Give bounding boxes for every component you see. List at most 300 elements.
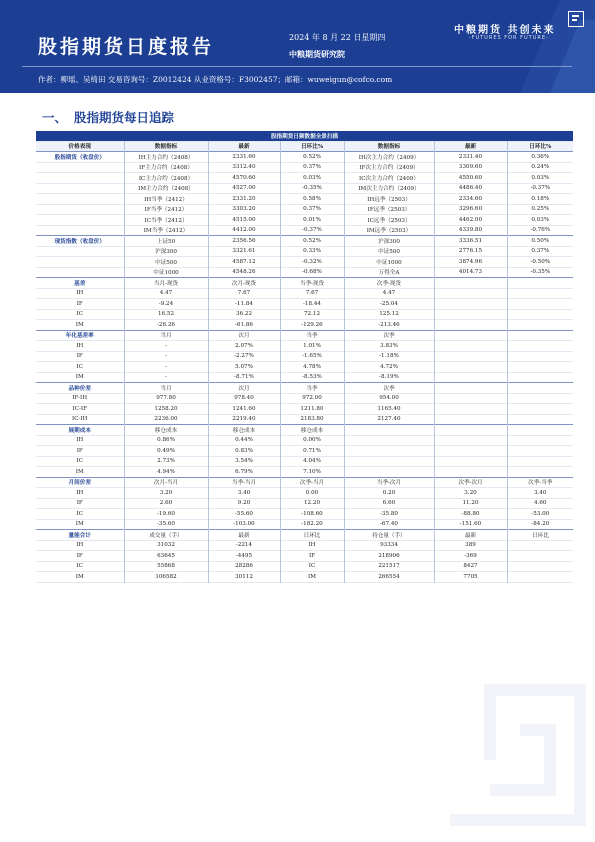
brand-slogan: ·FUTURES FOR FUTURE· <box>469 35 549 41</box>
table-title-row <box>36 131 573 141</box>
table-cell: IH <box>36 540 124 551</box>
table-cell: 9.20 <box>208 498 280 509</box>
table-cell: -26.26 <box>124 320 208 331</box>
table-cell: 中证1000 <box>344 257 434 268</box>
table-cell: 4.60 <box>534 500 547 507</box>
table-cell <box>434 351 507 362</box>
section-column-header: 次月-当月 <box>124 477 208 488</box>
table-cell: -11.84 <box>208 299 280 310</box>
table-row <box>36 446 573 457</box>
table-cell <box>434 278 507 289</box>
table-cell: IF <box>36 351 124 362</box>
table-cell: -1.65% <box>280 351 344 362</box>
table-cell: 0.25% <box>531 206 550 213</box>
table-cell: 2331.60 <box>208 152 280 163</box>
table-cell: 3.54% <box>208 456 280 467</box>
table-cell <box>36 225 124 236</box>
section-label: 年化基差率 <box>36 330 124 341</box>
table-cell: 0.00 <box>280 488 344 499</box>
table-cell: IH <box>280 540 344 551</box>
table-cell <box>434 288 507 299</box>
table-cell: 954.00 <box>344 393 434 404</box>
table-row <box>36 267 573 278</box>
section-column-header: 次月 <box>208 330 280 341</box>
table-cell <box>507 456 573 467</box>
table-cell: 93334 <box>344 540 434 551</box>
table-cell <box>36 162 124 173</box>
table-cell: 3.40 <box>534 489 547 496</box>
table-cell: 63645 <box>124 551 208 562</box>
table-cell <box>344 425 434 436</box>
table-cell: 2.07% <box>208 341 280 352</box>
column-header: 日环比% <box>280 141 344 152</box>
table-cell: 7705 <box>434 572 507 583</box>
report-header <box>0 0 595 93</box>
table-cell: IF <box>36 299 124 310</box>
table-cell: IF次主力合约（2409） <box>344 162 434 173</box>
table-cell: 0.03% <box>531 216 550 223</box>
table-cell: IC <box>36 456 124 467</box>
futures-data-table <box>36 131 573 583</box>
section-column-header: 次月-现货 <box>208 278 280 289</box>
table-cell <box>434 425 507 436</box>
table-cell: IH <box>36 341 124 352</box>
table-row <box>36 362 573 373</box>
row-group-label: 股指期货（收盘价） <box>36 152 124 163</box>
section-column-header: 次季-当月 <box>280 477 344 488</box>
table-cell: 3.20 <box>124 488 208 499</box>
table-cell: -0.76% <box>530 227 551 234</box>
table-cell <box>36 183 124 194</box>
table-cell <box>434 362 507 373</box>
table-row <box>36 320 573 331</box>
table-cell: 沪深300 <box>124 246 208 257</box>
table-cell: 72.12 <box>280 309 344 320</box>
section-label: 品种价差 <box>36 383 124 394</box>
table-cell: -129.26 <box>280 320 344 331</box>
table-row <box>36 498 573 509</box>
table-cell: IC次主力合约（2409） <box>344 173 434 184</box>
table-cell: IC-IF <box>36 404 124 415</box>
table-cell: 0.37% <box>531 248 550 255</box>
section-title: 股指期货每日追踪 <box>74 110 175 125</box>
table-cell <box>507 309 573 320</box>
table-cell: 3.20 <box>434 488 507 499</box>
table-cell: 2356.56 <box>208 236 280 247</box>
table-cell <box>507 288 573 299</box>
table-cell <box>434 446 507 457</box>
table-cell: IC <box>36 362 124 373</box>
table-cell <box>507 446 573 457</box>
table-cell: 1.01% <box>280 341 344 352</box>
author-info: 作者：柳瑶、吴绮田 交易咨询号：Z0012424 从业资格号：F3002457；邮箱：wuweigun@cofco.com <box>38 75 393 84</box>
table-cell: IM次主力合约（2409） <box>344 183 434 194</box>
table-cell <box>507 561 573 572</box>
table-cell: 0.03% <box>280 173 344 184</box>
table-cell: -8.53% <box>280 372 344 383</box>
section-column-header: 当月 <box>124 383 208 394</box>
table-row <box>36 162 573 173</box>
table-cell <box>507 435 573 446</box>
table-cell: -213.46 <box>344 320 434 331</box>
column-header: 数据指标 <box>124 141 208 152</box>
table-cell <box>344 467 434 478</box>
section-column-header: 当季 <box>280 383 344 394</box>
table-row <box>36 561 573 572</box>
table-cell: IC当季（2412） <box>124 215 208 226</box>
table-cell: 0.03% <box>531 174 550 181</box>
table-cell: 978.40 <box>208 393 280 404</box>
table-cell: 389 <box>434 540 507 551</box>
table-cell <box>507 299 573 310</box>
table-cell: -0.37% <box>280 225 344 236</box>
section-column-header: 次季-现货 <box>344 278 434 289</box>
table-cell: 2331.20 <box>208 194 280 205</box>
table-row <box>36 393 573 404</box>
table-cell: 0.52% <box>280 236 344 247</box>
section-label: 基差 <box>36 278 124 289</box>
column-header: 价格表现 <box>36 141 124 152</box>
table-cell <box>507 425 573 436</box>
table-cell: 4339.80 <box>434 225 507 236</box>
table-cell <box>434 330 507 341</box>
table-cell: 0.18% <box>531 195 550 202</box>
table-cell: -19.60 <box>124 509 208 520</box>
table-cell: 4548.26 <box>208 267 280 278</box>
table-cell: 中证1000 <box>124 267 208 278</box>
table-cell: 0.00% <box>280 435 344 446</box>
brand-logo-icon <box>568 11 584 27</box>
brand-logo-text: 中粮期货 共创未来 <box>454 25 556 36</box>
table-cell: IH次主力合约（2409） <box>344 152 434 163</box>
table-cell: IH主力合约（2408） <box>124 152 208 163</box>
table-cell: 30112 <box>208 572 280 583</box>
section-column-header: 次季-次月 <box>434 477 507 488</box>
table-cell <box>507 341 573 352</box>
table-cell: 4412.00 <box>208 225 280 236</box>
section-column-header: 当季-现货 <box>280 278 344 289</box>
table-cell <box>434 456 507 467</box>
table-cell: 0.37% <box>280 162 344 173</box>
column-header: 日环比% <box>507 141 573 152</box>
table-cell: IH <box>36 435 124 446</box>
table-row <box>36 225 573 236</box>
table-cell: 0.24% <box>531 164 550 171</box>
table-cell: -108.60 <box>280 509 344 520</box>
table-cell: 0.49% <box>124 446 208 457</box>
table-cell: 0.71% <box>280 446 344 457</box>
table-cell: -25.04 <box>344 299 434 310</box>
table-cell: 2334.60 <box>434 194 507 205</box>
table-cell: 上证50 <box>124 236 208 247</box>
table-cell: IC <box>36 509 124 520</box>
table-cell: 16.52 <box>124 309 208 320</box>
section-column-header: 最新 <box>208 530 280 541</box>
table-cell: 4515.00 <box>208 215 280 226</box>
table-cell: -2.27% <box>208 351 280 362</box>
table-cell: 7.67 <box>280 288 344 299</box>
table-cell: -9.24 <box>124 299 208 310</box>
table-cell: - <box>124 351 208 362</box>
table-cell: IF主力合约（2408） <box>124 162 208 173</box>
table-cell: 3321.61 <box>208 246 280 257</box>
table-cell: 4.04% <box>280 456 344 467</box>
table-cell: 0.52% <box>280 152 344 163</box>
section-column-header: 当月-现货 <box>124 278 208 289</box>
table-cell: 4587.12 <box>208 257 280 268</box>
section-header-row <box>36 425 573 436</box>
table-cell: 31032 <box>124 540 208 551</box>
table-cell: 0.37% <box>280 204 344 215</box>
table-cell: 12.20 <box>280 498 344 509</box>
table-cell: IF <box>36 498 124 509</box>
table-cell: 3303.20 <box>208 204 280 215</box>
section-label: 展期成本 <box>36 425 124 436</box>
table-cell: 0.33% <box>280 246 344 257</box>
table-cell: 8427 <box>434 561 507 572</box>
section-heading <box>42 108 174 126</box>
column-header: 最新 <box>434 141 507 152</box>
table-cell: 28286 <box>208 561 280 572</box>
table-cell: 977.80 <box>124 393 208 404</box>
table-row <box>36 288 573 299</box>
column-header: 最新 <box>208 141 280 152</box>
table-cell: -103.00 <box>208 519 280 530</box>
table-cell: 3.40 <box>208 488 280 499</box>
table-cell <box>344 446 434 457</box>
table-cell: IM <box>280 572 344 583</box>
table-row <box>36 351 573 362</box>
table-cell: 4570.60 <box>208 173 280 184</box>
table-cell <box>434 393 507 404</box>
report-date: 2024 年 8 月 22 日星期四 <box>289 33 386 42</box>
table-cell: 4486.40 <box>434 183 507 194</box>
table-cell <box>507 320 573 331</box>
row-group-label: 现货指数（收盘价） <box>36 236 124 247</box>
table-header-row <box>36 141 573 152</box>
table-cell: -182.20 <box>280 519 344 530</box>
table-cell: -18.44 <box>280 299 344 310</box>
section-column-header: 日环比 <box>507 530 573 541</box>
table-cell: IF-IH <box>36 393 124 404</box>
table-cell: -1.18% <box>344 351 434 362</box>
table-row <box>36 467 573 478</box>
table-cell: -0.32% <box>280 257 344 268</box>
table-cell: IF当季（2412） <box>124 204 208 215</box>
table-cell: 万得全A <box>344 267 434 278</box>
section-column-header: 日环比 <box>280 530 344 541</box>
table-cell: IH <box>36 488 124 499</box>
table-cell: -61.86 <box>208 320 280 331</box>
section-column-header: 移仓成本 <box>124 425 208 436</box>
table-cell: 3312.40 <box>208 162 280 173</box>
table-cell: 6.79% <box>208 467 280 478</box>
section-column-header: 持仓量（手） <box>344 530 434 541</box>
table-cell: - <box>124 341 208 352</box>
table-cell: IM <box>36 467 124 478</box>
table-row <box>36 540 573 551</box>
table-cell: 中证500 <box>124 257 208 268</box>
table-cell: 4.94% <box>124 467 208 478</box>
section-column-header: 次月 <box>208 383 280 394</box>
table-cell: 11.20 <box>434 498 507 509</box>
table-cell: -0.35% <box>280 183 344 194</box>
table-row <box>36 404 573 415</box>
table-row <box>36 456 573 467</box>
table-cell: 106582 <box>124 572 208 583</box>
table-cell: IM当季（2412） <box>124 225 208 236</box>
table-cell: 3874.96 <box>434 257 507 268</box>
report-title: 股指期货日度报告 <box>38 36 215 58</box>
table-row <box>36 194 573 205</box>
table-cell: 3296.60 <box>434 204 507 215</box>
table-cell: 4.47 <box>344 288 434 299</box>
table-cell: IC主力合约（2408） <box>124 173 208 184</box>
table-title: 股指期货日频数据全景扫描 <box>36 131 573 141</box>
section-column-header: 移仓成本 <box>208 425 280 436</box>
table-cell: 沪深300 <box>344 236 434 247</box>
table-cell: IC <box>280 561 344 572</box>
table-cell <box>507 467 573 478</box>
table-cell <box>507 330 573 341</box>
table-cell: IM <box>36 519 124 530</box>
table-cell: IC-IH <box>36 414 124 425</box>
table-cell: -67.40 <box>344 519 434 530</box>
table-cell <box>434 467 507 478</box>
table-row <box>36 204 573 215</box>
table-row <box>36 215 573 226</box>
table-cell: IM远季（2503） <box>344 225 434 236</box>
table-cell: IM <box>36 320 124 331</box>
section-column-header: 次季 <box>344 383 434 394</box>
table-cell: IF <box>36 446 124 457</box>
table-cell: -88.80 <box>434 509 507 520</box>
table-cell: -0.68% <box>280 267 344 278</box>
table-cell: 4.72% <box>344 362 434 373</box>
table-cell: 3.83% <box>344 341 434 352</box>
section-column-header: 移仓成本 <box>280 425 344 436</box>
table-cell: 221517 <box>344 561 434 572</box>
table-cell <box>507 414 573 425</box>
section-column-header: 最新 <box>434 530 507 541</box>
table-cell: 4014.73 <box>434 267 507 278</box>
table-cell <box>434 341 507 352</box>
table-cell: 7.10% <box>280 467 344 478</box>
table-cell <box>434 435 507 446</box>
table-cell: 0.86% <box>124 435 208 446</box>
table-row <box>36 236 573 247</box>
table-cell <box>36 267 124 278</box>
table-row <box>36 519 573 530</box>
table-cell: 0.50% <box>507 236 573 247</box>
section-header-row <box>36 477 573 488</box>
table-cell <box>434 299 507 310</box>
table-cell <box>434 383 507 394</box>
table-cell: -369 <box>434 551 507 562</box>
table-cell: 2236.00 <box>124 414 208 425</box>
table-cell: - <box>124 362 208 373</box>
table-cell: IF <box>36 551 124 562</box>
table-cell <box>507 551 573 562</box>
section-header-row <box>36 383 573 394</box>
table-cell: 1241.60 <box>208 404 280 415</box>
table-cell: 3309.60 <box>434 162 507 173</box>
table-row <box>36 246 573 257</box>
section-column-header: 当季-当月 <box>208 477 280 488</box>
table-cell: IC远季（2503） <box>344 215 434 226</box>
table-cell: IC <box>36 561 124 572</box>
table-cell <box>434 414 507 425</box>
table-cell: IH <box>36 288 124 299</box>
table-cell: -0.37% <box>530 185 551 192</box>
table-cell <box>36 215 124 226</box>
table-cell: IH远季（2503） <box>344 194 434 205</box>
table-cell <box>507 278 573 289</box>
table-row <box>36 183 573 194</box>
table-cell: 4.47 <box>124 288 208 299</box>
table-row <box>36 435 573 446</box>
table-cell: 4.78% <box>280 362 344 373</box>
table-cell: 2219.40 <box>208 414 280 425</box>
table-cell: 2.60 <box>124 498 208 509</box>
table-cell: 55868 <box>124 561 208 572</box>
table-cell <box>434 320 507 331</box>
table-cell: -8.71% <box>208 372 280 383</box>
table-cell <box>507 383 573 394</box>
table-cell: IM <box>36 372 124 383</box>
table-cell: IH当季（2412） <box>124 194 208 205</box>
section-column-header: 次季-当季 <box>507 477 573 488</box>
table-cell <box>434 404 507 415</box>
page-decoration <box>430 620 595 842</box>
table-cell: 2.73% <box>124 456 208 467</box>
table-cell: 2127.40 <box>344 414 434 425</box>
table-cell: -55.60 <box>208 509 280 520</box>
table-cell: -0.50% <box>530 258 551 265</box>
table-cell: 125.12 <box>344 309 434 320</box>
table-cell: -0.35% <box>530 269 551 276</box>
table-cell: 2331.40 <box>434 152 507 163</box>
table-cell: 1211.80 <box>280 404 344 415</box>
table-row <box>36 257 573 268</box>
column-header: 数据指标 <box>344 141 434 152</box>
table-cell: IM <box>36 572 124 583</box>
section-number: 一、 <box>42 110 68 125</box>
table-cell: 4462.00 <box>434 215 507 226</box>
table-cell: -35.60 <box>124 519 208 530</box>
table-cell <box>36 246 124 257</box>
table-cell <box>344 435 434 446</box>
section-column-header: 当季 <box>280 330 344 341</box>
section-column-header: 当季-次月 <box>344 477 434 488</box>
table-cell: 2776.15 <box>434 246 507 257</box>
table-cell: IF <box>280 551 344 562</box>
table-cell <box>507 540 573 551</box>
table-cell: 1165.40 <box>344 404 434 415</box>
table-cell: 218906 <box>344 551 434 562</box>
table-cell <box>507 404 573 415</box>
section-label: 量能合计 <box>36 530 124 541</box>
table-cell <box>507 372 573 383</box>
table-cell <box>507 572 573 583</box>
header-divider <box>22 66 572 67</box>
section-column-header: 次季 <box>344 330 434 341</box>
table-cell: 0.01% <box>280 215 344 226</box>
table-cell: 36.22 <box>208 309 280 320</box>
table-cell: 1258.20 <box>124 404 208 415</box>
table-row <box>36 152 573 163</box>
table-row <box>36 551 573 562</box>
